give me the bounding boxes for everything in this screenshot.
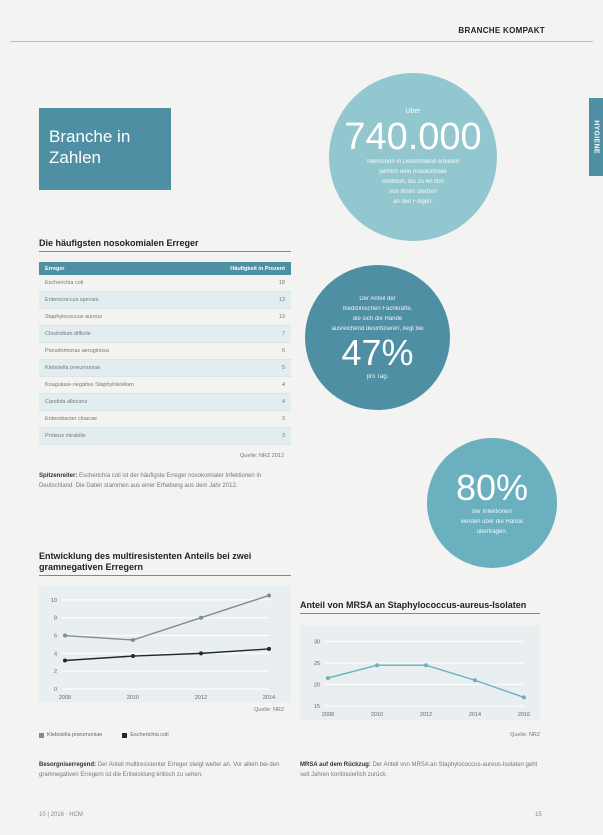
page-title-line-1: Branche in <box>49 127 131 146</box>
y-tick-label: 25 <box>313 661 320 668</box>
y-tick-label: 8 <box>53 615 57 622</box>
y-tick-label: 0 <box>53 687 57 693</box>
page-number: 15 <box>535 812 542 818</box>
y-tick-label: 4 <box>53 651 57 658</box>
bottom-right-paragraph <box>300 760 540 780</box>
table-cell: 3 <box>189 411 291 428</box>
series-line <box>65 649 269 661</box>
x-tick-label: 2016 <box>517 712 531 718</box>
data-point <box>63 634 67 638</box>
data-point <box>473 678 477 682</box>
chart1-title-line-1: Entwicklung des multiresistenten Anteils bei zwei <box>39 551 252 561</box>
table-cell: 7 <box>189 326 291 343</box>
stat-line: medizinischen Fachkräfte, <box>342 305 413 312</box>
x-tick-label: 2010 <box>370 712 384 718</box>
y-tick-label: 15 <box>313 704 320 710</box>
data-point <box>131 654 135 658</box>
table-cell: Koagulase-negative Staphylokokken <box>39 377 189 394</box>
footer-left: 10 | 2016 · HCM <box>39 812 83 818</box>
x-tick-label: 2010 <box>126 695 140 701</box>
y-tick-label: 10 <box>50 597 57 604</box>
stat-line: von ihnen sterben <box>389 189 437 195</box>
data-point <box>131 638 135 642</box>
table-title: Die häufigsten nosokomialen Erreger <box>39 238 199 248</box>
table-row <box>39 394 291 411</box>
table-row <box>39 309 291 326</box>
stat-line: an den Folgen. <box>392 199 434 205</box>
table-row <box>39 326 291 343</box>
chart1-legend <box>39 732 169 738</box>
data-point <box>199 651 203 655</box>
table-cell: Proteus mirabilis <box>39 428 189 445</box>
paragraph-lead: Besorgniserregend: <box>39 762 97 768</box>
data-point <box>63 658 67 662</box>
section-header-label: BRANCHE KOMPAKT <box>458 26 545 35</box>
table-header-cell: Häufigkeit in Prozent <box>189 262 291 275</box>
table-cell: 5 <box>189 360 291 377</box>
table-row <box>39 411 291 428</box>
table-row <box>39 275 291 292</box>
legend-label: Klebsiella pneumoniae <box>47 732 103 738</box>
stat-value: 740.000 <box>344 116 482 158</box>
table-row <box>39 377 291 394</box>
data-point <box>267 593 271 597</box>
data-point <box>375 663 379 667</box>
table-cell: 3 <box>189 428 291 445</box>
stat-post: pro Tag. <box>366 373 389 380</box>
table-title-rule <box>39 251 291 252</box>
table-cell: 4 <box>189 377 291 394</box>
chart2-svg <box>300 625 540 720</box>
chart2-source: Quelle: NRZ <box>510 732 541 738</box>
table-row <box>39 343 291 360</box>
data-point <box>424 663 428 667</box>
bottom-left-paragraph <box>39 760 291 780</box>
stat-line: Der Anteil der <box>359 295 396 302</box>
side-tab <box>589 98 603 176</box>
page-title-line-2: Zahlen <box>49 148 101 167</box>
paragraph-text: Der Anteil multiresistenter Erreger steigt weiter an. Vor allem bei den gramnegativen Erregern ist die Entwicklung kritisch zu sehen. <box>39 762 280 778</box>
chart1-title <box>39 551 299 573</box>
intro-paragraph <box>39 471 291 491</box>
chart1-source: Quelle: NRZ <box>254 707 285 713</box>
table-source: Quelle: NRZ 2012 <box>240 453 285 459</box>
stat-value: 80% <box>455 467 529 508</box>
stat-line: werden über die Hände <box>460 519 524 525</box>
table-cell: 13 <box>189 309 291 326</box>
stat-line: Infektion, bis zu 40.000 <box>382 179 444 185</box>
stat-value: 47% <box>341 331 414 373</box>
y-tick-label: 6 <box>53 633 57 640</box>
chart1-title-rule <box>39 575 291 576</box>
table-cell: Klebsiella pneumoniae <box>39 360 189 377</box>
paragraph-lead: Spitzenreiter: <box>39 473 78 479</box>
stat-line: jährlich eine nosokomiale <box>379 169 447 175</box>
paragraph-text: Escherichia coli ist der häufigste Erreger nosokomialer Infektionen in Deutschland. Die Daten stammen aus einer Erhebung aus dem Jahr 2012. <box>39 473 262 489</box>
x-tick-label: 2012 <box>194 695 208 701</box>
x-tick-label: 2008 <box>321 712 335 718</box>
stat-circle-infections <box>329 73 497 241</box>
table-cell: 6 <box>189 343 291 360</box>
paragraph-text: Der Anteil von MRSA an Staphylococcus-aureus-Isolaten geht seit Jahren kontinuierlich zurück. <box>300 762 538 778</box>
stat-line: die sich die Hände <box>352 315 403 322</box>
stat-line: übertragen. <box>476 529 508 535</box>
x-tick-label: 2014 <box>262 695 276 701</box>
chart1-svg <box>39 585 291 703</box>
x-tick-label: 2014 <box>468 712 482 718</box>
table-row <box>39 360 291 377</box>
data-point <box>199 616 203 620</box>
stat-circle-hands-transmission <box>427 438 557 568</box>
page-title-box <box>39 108 171 190</box>
table-header-cell: Erreger <box>39 262 189 275</box>
stat-line: Menschen in Deutschland erleiden <box>366 159 460 165</box>
stat-circle-hand-disinfection <box>305 265 450 410</box>
stat-line: ausreichend desinfizieren, liegt bei <box>331 325 424 332</box>
pathogen-table <box>39 262 291 445</box>
series-line <box>328 665 524 697</box>
x-tick-label: 2008 <box>58 695 72 701</box>
table-cell: Pseudomonas aeruginosa <box>39 343 189 360</box>
legend-label: Escherichia coli <box>130 732 169 738</box>
stat-pre: Über <box>405 108 421 115</box>
table-cell: Clostridium difficile <box>39 326 189 343</box>
table-cell: Candida albicans <box>39 394 189 411</box>
table-cell: 13 <box>189 292 291 309</box>
legend-item <box>39 732 102 738</box>
table-cell: 4 <box>189 394 291 411</box>
table-cell: 18 <box>189 275 291 292</box>
legend-swatch <box>39 733 44 738</box>
y-tick-label: 20 <box>313 682 320 689</box>
x-tick-label: 2012 <box>419 712 433 718</box>
table-row <box>39 428 291 445</box>
legend-swatch <box>122 733 127 738</box>
table-cell: Enterococcus species <box>39 292 189 309</box>
data-point <box>326 676 330 680</box>
table-cell: Escherichia coli <box>39 275 189 292</box>
chart1-title-line-2: gramnegativen Erregern <box>39 562 144 572</box>
table-cell: Staphylococcus aureus <box>39 309 189 326</box>
header-rule <box>10 41 593 42</box>
y-tick-label: 2 <box>53 669 57 676</box>
y-tick-label: 30 <box>313 639 320 646</box>
table-row <box>39 292 291 309</box>
table-cell: Enterobacter cloacae <box>39 411 189 428</box>
paragraph-lead: MRSA auf dem Rückzug: <box>300 762 371 768</box>
stat-line: der Infektionen <box>472 509 512 515</box>
side-tab-label: HYGIENE <box>592 120 600 154</box>
table-header-row <box>39 262 291 275</box>
chart2-title-rule <box>300 613 540 614</box>
data-point <box>522 695 526 699</box>
chart2-title: Anteil von MRSA an Staphylococcus-aureus-Isolaten <box>300 600 527 610</box>
data-point <box>267 647 271 651</box>
legend-item <box>122 732 168 738</box>
